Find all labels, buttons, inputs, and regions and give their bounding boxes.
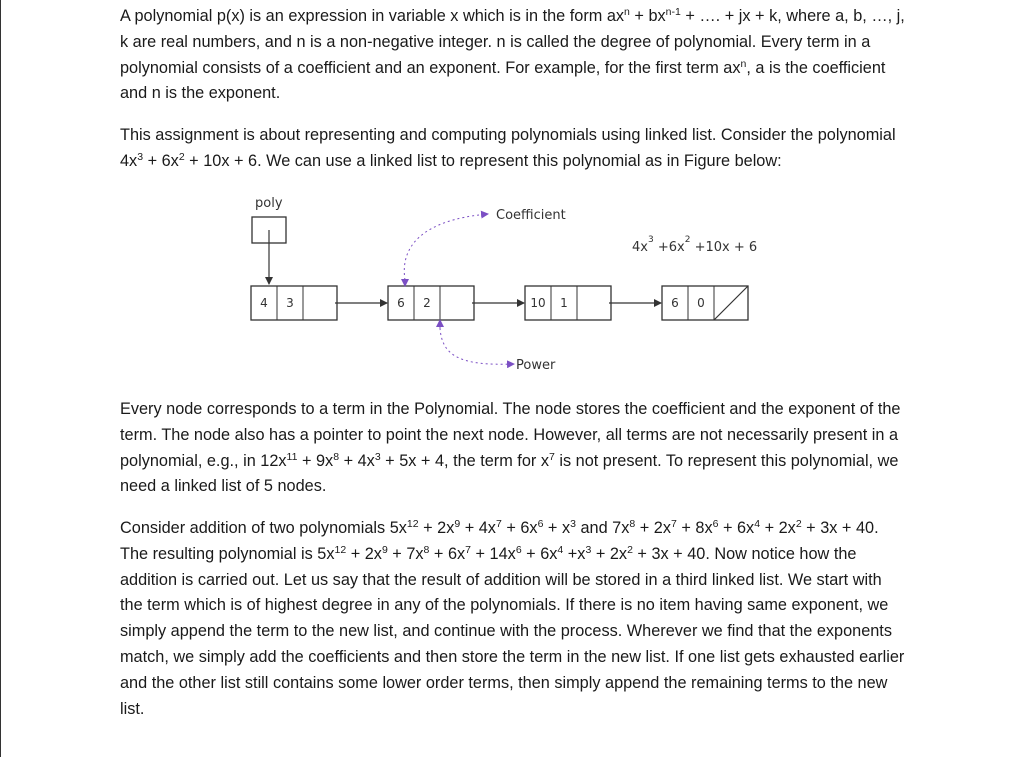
power-label: Power bbox=[516, 358, 556, 373]
node-exponent: 0 bbox=[697, 296, 705, 310]
superscript: 9 bbox=[381, 543, 388, 556]
paragraph-intro bbox=[120, 4, 906, 107]
node-exponent: 1 bbox=[560, 296, 568, 310]
superscript: 3 bbox=[137, 150, 144, 163]
text-run: + 5x + 4, the term for x bbox=[380, 451, 549, 470]
superscript: 12 bbox=[406, 518, 419, 530]
text-run: + 9x bbox=[297, 451, 334, 470]
text-run: + x bbox=[543, 519, 571, 537]
text-run: +x bbox=[563, 544, 586, 563]
text-run: + 14x bbox=[471, 544, 516, 563]
text-run: + 4x bbox=[460, 519, 496, 537]
node-exponent: 2 bbox=[423, 296, 431, 310]
superscript: 7 bbox=[670, 518, 677, 530]
superscript: 2 bbox=[795, 518, 802, 530]
text-run: + 6x bbox=[143, 151, 179, 170]
superscript: 7 bbox=[495, 518, 502, 530]
list-node bbox=[251, 286, 387, 320]
text-run: This assignment is about representing and computing polynomials using linked list. Consider the polynomial 4x bbox=[120, 126, 896, 170]
text-run: A polynomial p(x) is an expression in variable x which is in the form ax bbox=[120, 7, 625, 25]
superscript: 4 bbox=[754, 518, 761, 530]
text-run: + …. + jx + k, where a, b, …, j, k are real numbers, and n is a non-negative integer. n is called the degree of polynomial. Every term in a polynomial consists of a coefficient and an exponent. For example, for the first term ax bbox=[120, 7, 905, 77]
text-run: + 7x bbox=[387, 544, 424, 563]
superscript: 2 bbox=[627, 543, 633, 556]
list-node bbox=[388, 286, 524, 320]
superscript: 7 bbox=[465, 543, 471, 556]
text-run: Every node corresponds to a term in the Polynomial. The node stores the coefficient and the exponent of the term. The node also has a pointer to point the next node. However, all terms are not necessarily present in a polynomial, e.g., in 12x bbox=[120, 400, 901, 470]
list-node bbox=[662, 286, 748, 320]
superscript: 3 bbox=[374, 450, 381, 463]
linked-list-diagram bbox=[230, 188, 790, 380]
superscript: 8 bbox=[333, 450, 340, 463]
list-nodes bbox=[251, 286, 748, 320]
superscript: 7 bbox=[548, 450, 555, 463]
coefficient-pointer bbox=[404, 214, 488, 280]
text-run: + 2x bbox=[760, 519, 796, 537]
text-run: , a is the coefficient and n is the exponent. bbox=[120, 58, 886, 103]
superscript: 6 bbox=[712, 518, 719, 530]
node-coefficient: 4 bbox=[260, 296, 268, 310]
superscript: 12 bbox=[334, 543, 347, 556]
node-exponent: 3 bbox=[286, 296, 294, 310]
text-run: + bx bbox=[629, 7, 666, 25]
superscript: 11 bbox=[286, 450, 298, 463]
superscript: 3 bbox=[570, 518, 576, 530]
paragraph-addition bbox=[120, 516, 906, 722]
superscript: 2 bbox=[178, 150, 185, 163]
text-run: + 2x bbox=[635, 519, 671, 537]
linked-list-figure bbox=[230, 188, 790, 380]
text-run: + 6x bbox=[718, 519, 755, 537]
text-run: + 6x bbox=[501, 519, 538, 537]
text-run: + 2x bbox=[418, 519, 455, 537]
poly-label: poly bbox=[255, 196, 283, 211]
text-run: + 2x bbox=[346, 544, 382, 563]
text-run: is not present. To represent this polynomial, we need a linked list of 5 nodes. bbox=[120, 451, 899, 496]
node-coefficient: 6 bbox=[671, 296, 679, 310]
superscript: 4 bbox=[557, 543, 564, 556]
superscript: 9 bbox=[454, 518, 461, 530]
superscript: 6 bbox=[515, 543, 522, 556]
superscript: 8 bbox=[629, 518, 636, 530]
text-run: + 3x + 40. Now notice how the addition is carried out. Let us say that the result of addition will be stored in a third linked list. We start with the term which is of highest degree in any of the polynomials. If there is no item having same exponent, we simply append the term to the new list, and continue with the process. Wherever we find that the exponents match, we simply add the coefficients and then store the term in the new list. If one list gets exhausted earlier and the other list still contains some lower order terms, then simply append the remaining terms to the new list. bbox=[120, 544, 905, 718]
node-coefficient: 6 bbox=[397, 296, 405, 310]
coefficient-label: Coefficient bbox=[496, 208, 566, 223]
text-run: + 3x + 40. The resulting polynomial is 5x bbox=[120, 519, 879, 563]
text-run: + 6x bbox=[521, 544, 558, 563]
power-pointer bbox=[440, 328, 514, 364]
list-node bbox=[525, 286, 661, 320]
paragraph-nodes bbox=[120, 397, 906, 500]
superscript: 8 bbox=[423, 543, 430, 556]
text-run: and 7x bbox=[575, 519, 630, 537]
text-run: + 8x bbox=[676, 519, 713, 537]
paragraph-assignment bbox=[120, 123, 906, 175]
text-run: + 4x bbox=[339, 451, 375, 470]
text-run: + 2x bbox=[591, 544, 628, 563]
text-run: + 10x + 6. We can use a linked list to represent this polynomial as in Figure below: bbox=[184, 151, 782, 170]
superscript: 3 bbox=[585, 543, 592, 556]
superscript: n bbox=[740, 57, 747, 70]
node-coefficient: 10 bbox=[530, 296, 546, 310]
polynomial-formula: $4x^3 +6x^2 +10x + 6$ bbox=[632, 235, 758, 255]
text-run: + 6x bbox=[429, 544, 466, 563]
text-run: Consider addition of two polynomials 5x bbox=[120, 519, 407, 537]
superscript: n bbox=[624, 6, 630, 18]
superscript: n-1 bbox=[665, 6, 681, 18]
page-left-border bbox=[0, 0, 1, 757]
superscript: 6 bbox=[537, 518, 544, 530]
